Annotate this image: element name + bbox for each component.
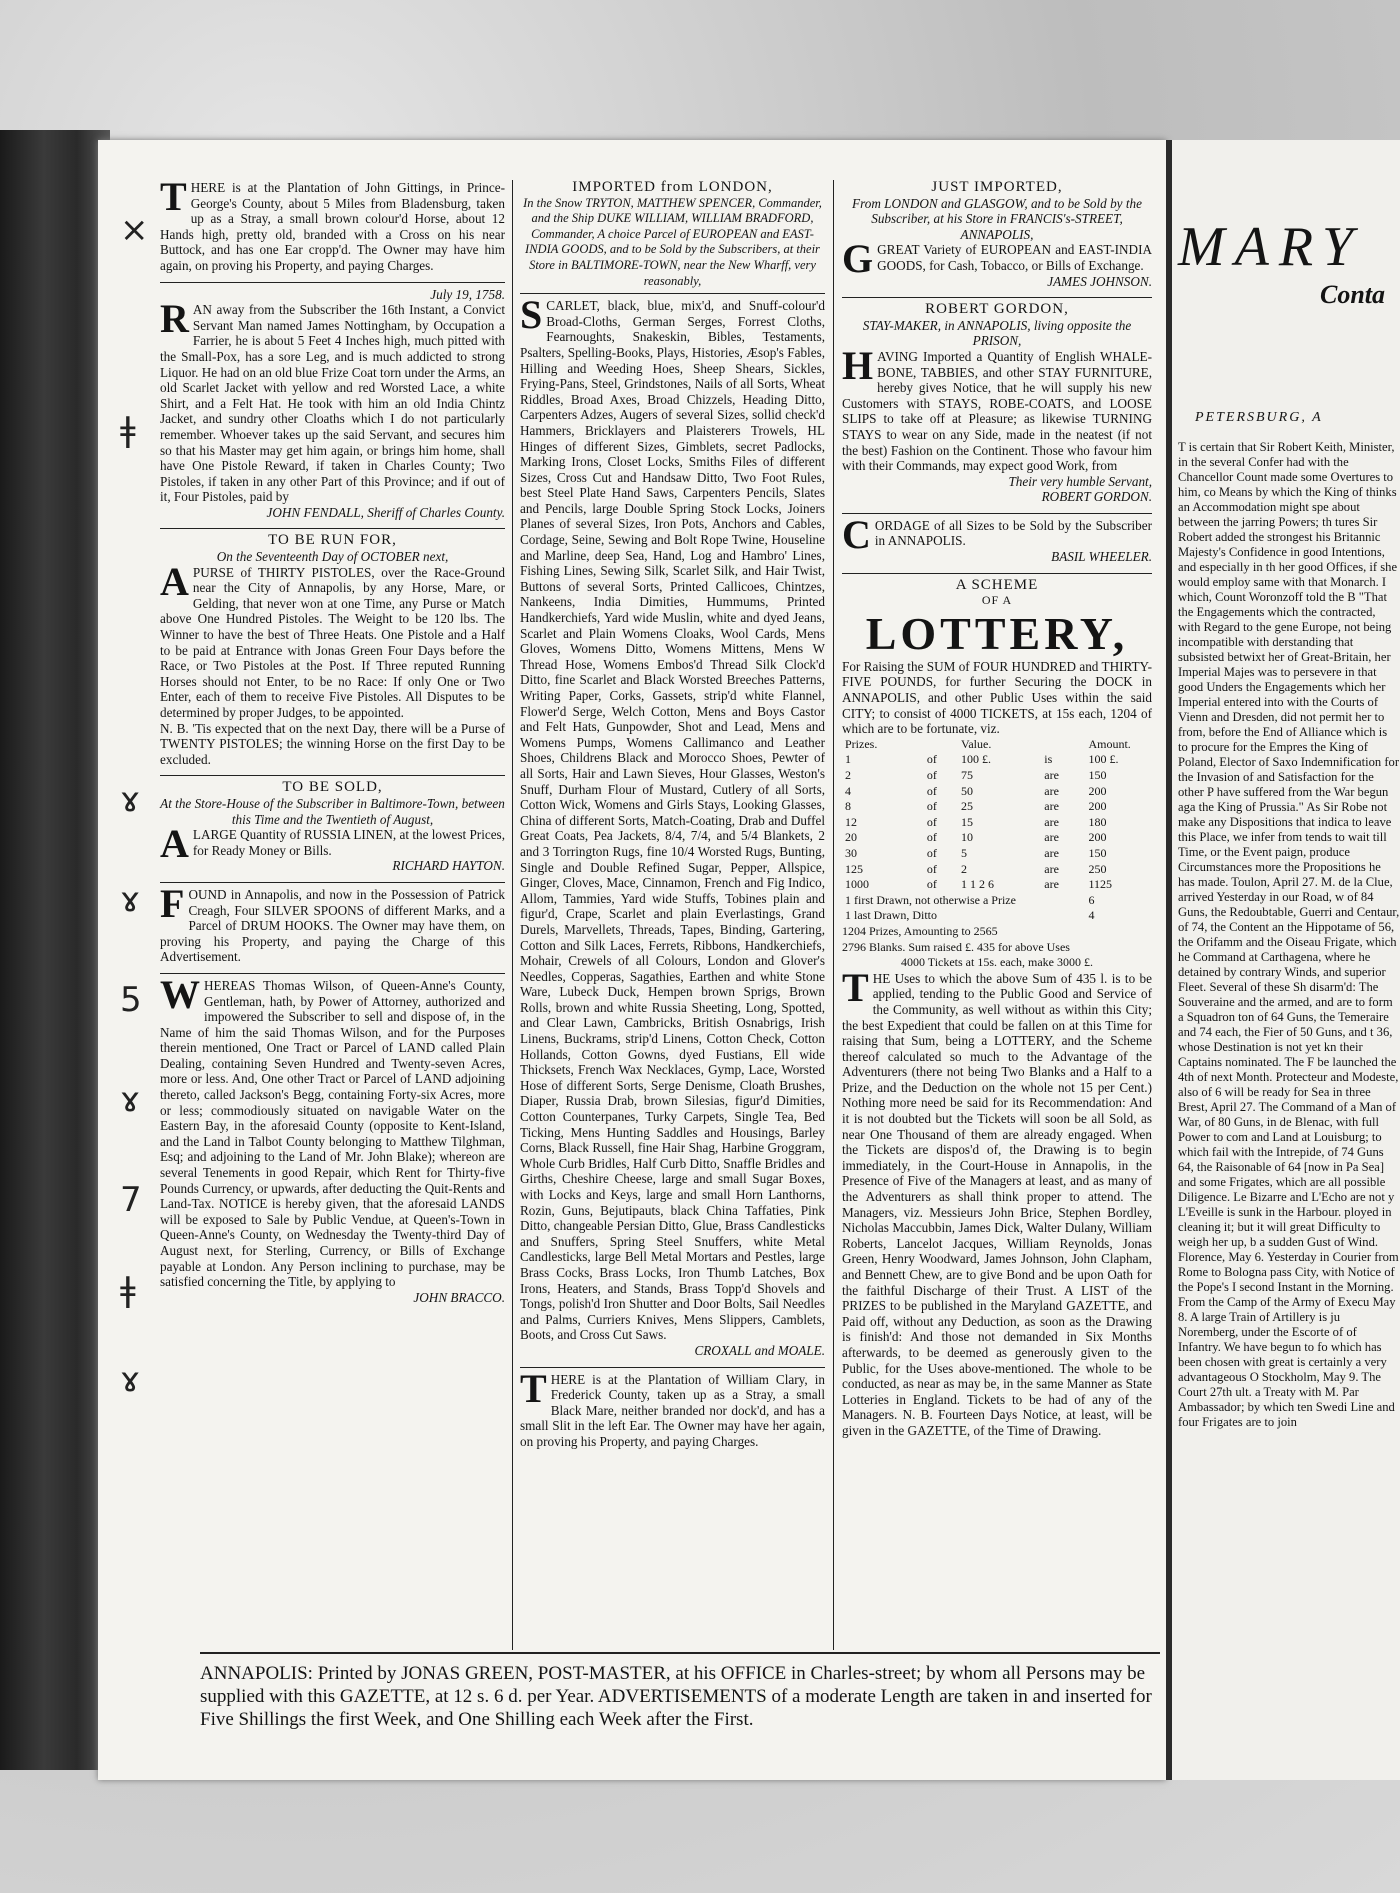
column-rule [512,180,513,1650]
book-binding [0,130,110,1770]
drop-cap: T [160,174,187,219]
cordage-ad: CORDAGE of all Sizes to be Sold by the Subscriber in ANNAPOLIS. BASIL WHEELER. [842,511,1152,565]
column-rule [833,180,834,1650]
prize-row: 12 of 15 are 180 [845,814,1107,829]
prize-row: 30 of 5 are 150 [845,845,1107,860]
lottery-title: LOTTERY, [865,607,1129,659]
prize-row: 8 of 25 are 200 [845,799,1107,814]
drop-cap: W [160,971,200,1017]
column-2: IMPORTED from LONDON, In the Snow TRYTON, MATTHEW SPENCER, Commander, and the Ship DUKE WILLIAM, WILLIAM BRADFORD, Commander, A choice Parcel of EUROPEAN and EAST-INDIA GOODS, and to be Sold by the Subscribers, at their Store in BALTIMORE-TOWN, near the New Wharff, very reasonably, SCARLET, black, blue, mix'd, and Snuff-colour'd Broad-Cloths, German Serges, Forrest Cloths, Fearnoughts, Snakeskin, Bibles, Testaments, Psalters, Spelling-Books, Plays, Histories, Æsop's Fables, Hilling and Weeding Hoes, Sheep Shears, Sickles, Frying-Pans, Steel, Grindstones, Nails of all Sorts, Wheat Riddles, Broad Axes, Broad Chizzels, Heading Ditto, Carpenters Adzes, Augers of several Sizes, sollid check'd Hammers, Bricklayers and Plaisterers Trowels, HL Hinges of different Sizes, Gimblets, secret Padlocks, Marking Irons, Closet Locks, Smiths Files of different Sizes, Cross Cut and Handsaw Ditto, Two Foot Rules, best Steel Plate Hand Saws, Carpenters Pencils, Slates and Pencils, large Double Spring Stock Locks, Joiners Planes of several Sizes, Iron Pots, Anchors and Cables, Cordage, Seine, Sewing and Bolt Rope Twine, Houseline and Marline, deep Sea, Hand, Log and Hambro' Lines, Fishing Lines, Sewing Silk, Scarlet Silk, and Hair Twist, Buttons of several Sorts, Printed Callicoes, Chintzes, Nankeens, India Dimities, Hummums, Printed Handkerchiefs, Yard wide Muslin, white and dyed Jeans, Scarlet and Plain Womens Cloaks, Wool Cards, Mens Gloves, Womens Ditto, Womens Mittens, Mens W Thread Hose, Womens Embos'd Thread Silk Clock'd Ditto, fine Scarlet and Black Worsted Breeches Patterns, Writing Paper, Corks, Gassets, strip'd white Flannel, Flower'd Serge, Welch Cotton, Mens and Boys Castor and Felt Hats, Gunpowder, Shot and Lead, Mens and Womens Pumps, Womens Callimanco and Leather Shoes, Childrens Black and Morocco Shoes, Pewter of all Sorts, Hair and Lawn Sieves, Hour Glasses, Weston's Snuff, Durham Flour of Mustard, Cutlery of all Sorts, Cotton Wick, Womens and Girls Stays, Looking Glasses, China of different Sorts, Match-Coating, Drab and Duffel Great Coats, Pea Jackets, 8/4, 7/4, and 5/4 Blankets, 2 and 3 Torrington Rugs, fine 10/4 Worsted Rugs, Bunting, Single and Double Refined Sugar, Pepper, Allspice, Ginger, Cloves, Mace, Cinnamon, French and Fig Indico, Allom, Tammies, Yard wide Stuffs, Tobines plain and figur'd, Crape, Scarlet and plain Everlastings, Grand Durels, Marvellets, Threads, Tapes, Binding, Gartering, Cotton and Silk Laces, Ferrets, Ribbons, Handkerchiefs, Mohair, Crewels of all Colours, London and Glover's Needles, Copperas, Sagathies, Earthen and white Stone Ware, Lubeck Duck, Hempen brown Sprigs, Brown Rolls, brown and white Russia Sheeting, Long, Spotted, and Clear Lawn, Cambricks, British Osnabrigs, Irish Linens, Buckrams, strip'd Linens, Cotton Check, Cotton Hollands, Cotton Gowns, dyed Fustians, Ell wide Thicksets, French Wax Necklaces, Gymp, Lace, Worsted Hose of different Sorts, Serge Denisme, Cloath Brushes, Diaper, Russia Drab, brown Silesias, figur'd Dimities, Cotton Counterpanes, Turky Carpets, Single Tea, Bed Ticking, Mens Hunting Saddles and Housings, Barley Corns, Black Russell, fine Hair Shag, Harbine Groggram, Whole Curb Bridles, Half Curb Ditto, Snaffle Bridles and Girths, Cheshire Cheese, large and small Sugar Boxes, with Locks and Keys, large and small Horn Lanthorns, Rozin, Guns, Bejutipauts, black China Taffaties, Pink Ditto, changeable Persian Ditto, Glue, Brass Candlesticks and Snuffers, Spring Steel Snuffers, white Metal Candlesticks, large Bell Metal Mortars and Pestles, large Brass Cocks, Brass Locks, Iron Thumb Latches, Box Irons, Heaters, and Stands, Brass Topp'd Shovels and Tongs, polish'd Iron Shutter and Door Bolts, Sail Needles and Palms, Curriers Knives, Mens Slippers, Camblets, Boots, and Cross Cut Saws. CROXALL and MOALE. THERE is at the Plantation of William Clary, in Frederick County, taken up as a Stray, a small Black Mare, neither branded nor dock'd, and has a small Slit in the left Ear. The Owner may have her again, on proving his Property, and paying Charges. [520,179,825,1449]
stay-maker-ad: ROBERT GORDON, STAY-MAKER, in ANNAPOLIS, living opposite the PRISON, H AVING Imported a Quantity of English WHALE-BONE, TABBIES, and other STAY FURNITURE, hereby gives Notice, that he will supply his new Customers with STAYS, ROBE-COATS, and LOOSE SLIPS to take off at Pleasure; as likewise TURNING STAYS to wear on any Side, made in the neatest (if not the best) Fashion on the Continent. Those who favour him with their Commands, may expect good Work, from Their very humble Servant, ROBERT GORDON. [842,301,1152,505]
prize-table: Prizes. Value. Amount. 1 of 100 £. is 100 £. 2 of 75 are 150 4 of 50 are 200 8 of 25 are 200 12 of 15 are 180 20 of 10 are 200 30 of 5 are 150 125 of 2 are 250 1000 of 1 1 2 6 are 1125 1 first Drawn, not otherwise a Prize 6 1 last Drawn, Ditto 4 [842,737,1152,924]
found-spoons-ad: FOUND in Annapolis, and now in the Possession of Patrick Creagh, Four SILVER SPOONS of different Marks, and a Parcel of DRUM HOOKS. The Owner may have them, on proving his Property, and paying the Charge of this Advertisement. [160,880,505,965]
drop-cap: C [842,511,871,557]
stray-horse-ad: THERE is at the Plantation of John Gittings, in Prince-George's County, about 5 Miles from Bladensburg, taken up as a Stray, a small brown colour'd Horse, about 12 Hands high, pretty old, branded with a Cross on his near Buttock, and has one Ear cropp'd. The Owner may have him again, on proving his Property, and paying Charges. [160,174,505,273]
masthead-subtitle: Conta [1320,280,1386,309]
linen-sale-ad: TO BE SOLD, At the Store-House of the Subscriber in Baltimore-Town, between this Time and the Twentieth of August, A LARGE Quantity of RUSSIA LINEN, at the lowest Prices, for Ready Money or Bills. RICHARD HAYTON. [160,779,505,874]
just-imported-ad: JUST IMPORTED, From LONDON and GLASGOW, and to be Sold by the Subscriber, at his Store in FRANCIS's-STREET, ANNAPOLIS, G GREAT Variety of EUROPEAN and EAST-INDIA GOODS, for Cash, Tobacco, or Bills of Exchange. JAMES JOHNSON. [842,179,1152,289]
stray-mare-ad: THERE is at the Plantation of William Clary, in Frederick County, taken up as a Stray, a small Black Mare, neither branded nor dock'd, and has a small Slit in the left Ear. The Owner may have her again, on proving his Property, and paying Charges. [520,1365,825,1449]
prize-row: 2 of 75 are 150 [845,768,1107,782]
horse-race-ad: TO BE RUN FOR, On the Seventeenth Day of OCTOBER next, A PURSE of THIRTY PISTOLES, over the Race-Ground near the City of Annapolis, by any Horse, Mare, or Gelding, that never won at one Time, any Purse or Match above One Hundred Pistoles. The Weight to be 120 lbs. The Winner to have the best of Three Heats. One Pistole and a Half to be paid at Entrance with Jonas Green Four Days before the Race, or Two Pistoles at the Post. If Three reputed Running Horses should not Enter, to be no Race: If only One or Two Enter, each of them to receive Five Pistoles. All Disputes to be determined by proper Judges, to be appointed. N. B. 'Tis expected that on the next Day, there will be a Purse of TWENTY PISTOLES; the winning Horse on the first Day to be excluded. [160,532,505,767]
prize-row: 20 of 10 are 200 [845,830,1107,845]
drop-cap: T [520,1365,547,1411]
prize-row: 4 of 50 are 200 [845,783,1107,798]
drop-cap: A [160,821,189,867]
drop-cap: R [160,296,189,342]
runaway-servant-ad: July 19, 1758. R AN away from the Subscriber the 16th Instant, a Convict Servant Man named James Nottingham, by Occupation a Farrier, he is about 5 Feet 4 Inches high, much pitted with the Small-Pox, has a sore Leg, and is much addicted to strong Liquor. He had on an old blue Frize Coat torn under the Arms, an old Scarlet Jacket with yellow and red Worsted Lace, a white Shirt, and a Felt Hat. He took with him an old India Chintz Jacket, and sundry other Cloaths which I do not particularly remember. Whoever takes up the said Servant, and secures him so that his Master may get him again, or brings him home, shall have One Pistole Reward, if taken in Charles County; Two Pistoles, if taken in any other Part of this Province; and if out of it, Four Pistoles, paid by JOHN FENDALL, Sheriff of Charles County. [160,286,505,520]
goods-list: SCARLET, black, blue, mix'd, and Snuff-colour'd Broad-Cloths, German Serges, Forrest Cloths, Fearnoughts, Snakeskin, Bibles, Testaments, Psalters, Spelling-Books, Plays, Histories, Æsop's Fables, Hilling and Weeding Hoes, Sheep Shears, Sickles, Frying-Pans, Steel, Grindstones, Nails of all Sorts, Wheat Riddles, Broad Axes, Broad Chizzels, Heading Ditto, Carpenters Adzes, Augers of several Sizes, sollid check'd Hammers, Bricklayers and Plaisterers Trowels, HL Hinges of different Sizes, Gimblets, secret Padlocks, Marking Irons, Closet Locks, Smiths Files of different Sizes, Cross Cut and Handsaw Ditto, Two Foot Rules, best Steel Plate Hand Saws, Carpenters Pencils, Slates and Pencils, large Double Spring Stock Locks, Joiners Planes of several Sizes, Iron Pots, Anchors and Cables, Cordage, Seine, Sewing and Bolt Rope Twine, Houseline and Marline, deep Sea, Hand, Log and Hambro' Lines, Fishing Lines, Sewing Silk, Scarlet Silk, and Hair Twist, Buttons of several Sorts, Printed Callicoes, Chintzes, Nankeens, India Dimities, Hummums, Printed Handkerchiefs, Yard wide Muslin, white and dyed Jeans, Scarlet and Plain Womens Cloaks, Wool Cards, Mens Gloves, Womens Ditto, Womens Mittens, Mens W Thread Hose, Womens Embos'd Thread Silk Clock'd Ditto, fine Scarlet and Black Worsted Breeches Patterns, Writing Paper, Corks, Gassets, strip'd white Flannel, Flower'd Serge, Welch Cotton, Mens and Boys Castor and Felt Hats, Gunpowder, Shot and Lead, Mens and Womens Pumps, Womens Callimanco and Leather Shoes, Childrens Black and Morocco Shoes, Pewter of all Sorts, Hair and Lawn Sieves, Hour Glasses, Weston's Snuff, Durham Flour of Mustard, Cutlery of all Sorts, Cotton Wick, Womens and Girls Stays, Looking Glasses, China of different Sorts, Match-Coating, Drab and Duffel Great Coats, Pea Jackets, 8/4, 7/4, and 5/4 Blankets, 2 and 3 Torrington Rugs, fine 10/4 Worsted Rugs, Bunting, Single and Double Refined Sugar, Pepper, Allspice, Ginger, Cloves, Mace, Cinnamon, French and Fig Indico, Allom, Tammies, Yard wide Stuffs, Tobines plain and figur'd, Crape, Scarlet and plain Everlastings, Grand Durels, Marvellets, Threads, Tapes, Binding, Gartering, Cotton and Silk Laces, Ferrets, Ribbons, Handkerchiefs, Mohair, Crewels of all Colours, London and Glover's Needles, Copperas, Sagathies, Earthen and white Stone Ware, Lubeck Duck, Hempen brown Sprigs, Brown Rolls, brown and white Russia Sheeting, Long, Spotted, and Clear Lawn, Cambricks, British Osnabrigs, Irish Linens, Buckrams, strip'd Linens, Cotton Check, Cotton Hollands, Cotton Gowns, dyed Fustians, Ell wide Thicksets, French Wax Necklaces, Gymp, Lace, Worsted Hose of different Sorts, Serge Denisme, Cloath Brushes, Diaper, Russia Drab, brown Silesias, figur'd Dimities, Cotton Counterpanes, Turky Carpets, Single Tea, Bed Ticking, Mens Hunting Saddles and Housings, Barley Corns, Black Russell, fine Hair Shag, Harbine Groggram, Whole Curb Bridles, Half Curb Ditto, Snaffle Bridles and Girths, Cheshire Cheese, large and small Sugar Boxes, with Locks and Keys, large and small Horn Lanthorns, Rozin, Guns, Bejutipauts, black China Taffaties, Pink Ditto, changeable Persian Ditto, Glue, Brass Candlesticks and Snuffers, Spring Steel Snuffers, white Metal Candlesticks, large Bell Metal Mortars and Pestles, large Brass Cocks, Brass Locks, Iron Thumb Latches, Box Irons, Heaters, and Stands, Brass Topp'd Shovels and Tongs, polish'd Iron Shutter and Door Bolts, Sail Needles and Palms, Curriers Knives, Mens Slippers, Camblets, Boots, and Cross Cut Saws. CROXALL and MOALE. [520,292,825,1358]
handwritten-margin-marks: × ǂ ɤ ɤ 5 ɤ 7 ǂ ɤ [120,210,149,1400]
prize-row: 1 of 100 £. is 100 £. [845,752,1119,767]
imprint-footer: ANNAPOLIS: Printed by JONAS GREEN, POST-MASTER, at his OFFICE in Charles-street; by whom all Persons may be supplied with this GAZETTE, at 12 s. 6 d. per Year. ADVERTISEMENTS of a moderate Length are taken in and inserted for Five Shillings the first Week, and One Shilling each Week after the First. [200,1663,1152,1730]
prize-row: 125 of 2 are 250 [845,861,1107,876]
masthead-right-page: MARY [1178,216,1364,278]
land-sale-ad: WHEREAS Thomas Wilson, of Queen-Anne's County, Gentleman, hath, by Power of Attorney, authorized and impowered the Subscriber to sell and dispose of, in the Name of him the said Thomas Wilson, and for the Purposes therein mentioned, One Tract or Parcel of LAND called Plain Dealing, containing Seven Hundred and Twenty-seven Acres, more or less. And, One other Tract or Parcel of LAND adjoining thereto, called Jackson's Begg, containing Forty-six Acres, more or less; commodiously situated on navigable Water on the Eastern Bay, in the aforesaid County (opposite to Kent-Island, and the Land in Talbot County belonging to Matthew Tilghman, Esq; and adjoining to the Land of Mr. John Blake); whereon are several Tenements in good Repair, which Rent for Thirty-five Pounds Currency, or upwards, after deducting the Quit-Rents and Land-Tax. NOTICE is hereby given, that the aforesaid LANDS will be exposed to Sale by Public Vendue, at Queen's-Town in Queen-Anne's County, on Wednesday the Twenty-third Day of August next, for Sterling, Currency, or Bills of Exchange payable at London. Any Person inclining to purchase, may be satisfied concerning the Title, by applying to JOHN BRACCO. [160,971,505,1305]
dateline: PETERSBURG, A [1195,410,1323,425]
lottery-ad: A SCHEME OF A LOTTERY, For Raising the SUM of FOUR HUNDRED and THIRTY-FIVE POUNDS, for further Securing the DOCK in ANNAPOLIS, and other Public Uses within the said CITY; to consist of 4000 TICKETS, at 15s each, 1204 of which are to be fortunate, viz. Prizes. Value. Amount. 1 of 100 £. is 100 £. 2 of 75 are 150 4 of 50 are 200 8 of 25 are 200 12 of 15 are 180 20 of 10 are 200 30 of 5 are 150 125 of 2 are 250 1000 of 1 1 2 6 are 1125 1 first Drawn, not otherwise a Prize 6 1 last Drawn, Ditto 4 1204 Prizes, Amounting to 2565 2796 Blanks. Sum raised £. 435 for above Uses 4000 Tickets at 15s. each, make 3000 £. T HE Uses to which the above Sum of 435 l. is to be applied, tending to the Public Good and Service of the Community, as well without as within this City; the best Expedient that could be fallen on at this Time for raising that Sum, being a LOTTERY, and the Scheme thereof calculated so much to the Advantage of the Adventurers (there not being Two Blanks and a Half to a Prize, and the Deduction on the whole not 15 per Cent.) Nothing more need be said for its Recommendation: And it is not doubted but the Tickets will soon be all Sold, as near One Thousand of them are already engaged. When the Tickets are dispos'd of, the Drawing is to begin immediately, in the Court-House in Annapolis, in the Presence of Five of the Managers at least, and as many of the Adventurers as shall think proper to attend. The Managers, viz. Messieurs John Brice, Stephen Bordley, Nicholas Maccubbin, James Dick, Walter Dulany, William Roberts, Lancelot Jacques, William Reynolds, Jonas Green, Henry Woodward, James Johnson, John Clapham, and Bennett Chew, are to give Bond and be upon Oath for the faithful Discharge of their Trust. A LIST of the PRIZES to be published in the Maryland GAZETTE, and Paid off, without any Deduction, as soon as the Drawing is finish'd: And those not demanded in Six Months afterwards, to be deemed as generously given to the Public, for the Uses above-mentioned. The whole to be conducted, as near as may be, in the same Manner as State Lotteries in England. Tickets to be had of any of the Managers. N. B. Fourteen Days Notice, at least, will be given in the GAZETTE, of the Time of Drawing. [842,576,1152,1438]
drop-cap: F [160,880,185,926]
prize-row: 1 last Drawn, Ditto 4 [845,908,1095,923]
prize-row: 1 first Drawn, not otherwise a Prize 6 [845,892,1095,907]
drop-cap: G [842,236,874,282]
drop-cap: H [842,342,874,388]
column-1 [160,174,505,1313]
drop-cap: T [842,964,869,1010]
prize-row: 1000 of 1 1 2 6 are 1125 [845,877,1113,892]
drop-cap: S [520,292,543,338]
column-3 [842,180,1152,1447]
footer-rule [200,1652,1160,1654]
imported-heading: IMPORTED from LONDON, [572,179,773,195]
right-page-news-text: T is certain that Sir Robert Keith, Minister, in the several Confer had with the Chancellor Count made some Overtures to him, co Means by which the King of thinks an Accommodation might spe about between the jarring Powers; th tures Sir Robert added the strongest his Britannic Majesty's Confidence in good Intentions, and especially in th her good Offices, if she would employ same with that Monarch. I which, Count Woronzoff told the B "That the Engagements which the contracted, with Regard to the gene Europe, not being incompatible with derstanding that subsisted betwixt her of Great-Britain, her Imperial Majes was to persevere in that good Unders the Engagements which her Imperial entered into with the Courts of Vienn and Dresden, did not permit her to from, before the End of Alliance which is to procure for the Empres the King of Poland, Elector of Saxo Indemnification for the Invasion of and Satisfaction for the other P have suffered from the War begun aga the King of Prussia." As Sir Robe not make any Dispositions that indica to leave this Place, we infer from tends to wait till Time, or the Event paign, produce Circumstances more the Propositions he has made. Toulon, April 27. M. de la Clue, arrived Yesterday in our Road, w of 84 Guns, the Redoubtable, Guerri and Centaur, of 74, the Content an the Hippotame of 56, the Orifamm and the Oiseau Frigate, which he Command at Carthagena, where he detained by contrary Winds, and superior Fleet. Several of these Sh disarm'd: The Souveraine and the armed, and are to form a Squadron ton of 64 Guns, the Temeraire and 74 each, the Fier of 50 Guns, and t 36, whose Destination is not yet kn their Captains nominated. The F be launched the 4th of next Month. Protecteur and Modeste, also of 6 will be ready for Sea in three Brest, April 27. The Command of a Man of War, of 80 Guns, in de Blenac, with full Power to com and Land at Louisburg; to which fail with the Intrepide, of 74 Guns 64, the Raisonable of 64 [now in Pa Sea] and some Frigates, which are all possible Diligence. Le Bizarre and L'Echo are not y L'Eveille is sunk in the Harbour. ployed in cleaning it; but it will great Difficulty to weigh her up, b a sudden Gust of Wind. Florence, May 6. Yesterday in Courier from Rome to Bologna pass City, with Notice of the Pope's I second Instant in the Morning. From the Camp of the Army of Execu May 8. A large Train of Artillery is ju Noremberg, under the Escorte of of Infantry. We have begun to fo which has been chosen with great is certainly a very advantageous O Stockholm, May 9. The Court 27th ult. a Treaty with M. Par Ambassador; by which ten Swedi Line and four Frigates are to join [1178,440,1400,1429]
drop-cap: A [160,558,189,604]
